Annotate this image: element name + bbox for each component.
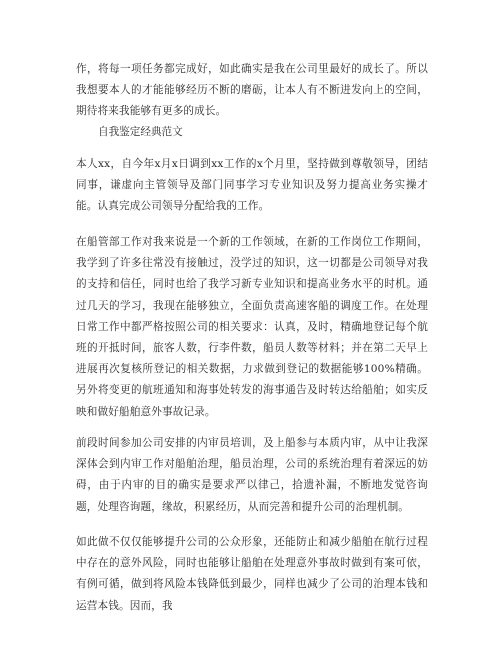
- paragraph-work-duties: 在船管部工作对我来说是一个新的工作领域，在新的工作岗位工作期间，我学到了许多往常没有接触过，没学过的知识，这一切都是公司领导对我的支持和信任，同时也给了我学习新专业知识和提高业务水平的时机。通过几天的学习，我现在能够独立，全面负责高速客船的调度工作。在处理日常工作中都严格按照公司的相关要求：认真，及时，精确地登记每个航班的开抵时间，旅客人数，行李件数，船员人数等材料；并在第二天早上进展再次复核所登记的相关数据，力求做到登记的数据能够100%精确。另外将变更的航班通知和海事处转发的海事通告及时转达给船舶；如实反映和做好船舶意外事故记录。: [76, 236, 428, 418]
- paragraph-benefits: 如此做不仅仅能够提升公司的公众形象，还能防止和减少船舶在航行过程中存在的意外风险，同时也能够让船舶在处理意外事故时做到有案可依，有例可循，做到将风险本钱降低到最少，同样也减少了公司的治理本钱和运营本钱。因而，我: [76, 536, 428, 612]
- paragraph-internal-audit: 前段时间参加公司安排的内审员培训，及上船参与本质内审，从中让我深深体会到内审工作对船舶治理，船员治理，公司的系统治理有着深远的妨碍，由于内审的目的确实是要求严以律己，拾遗补漏，不断地发觉咨询题，处理咨询题，缘故，积累经历，从而完善和提升公司的治理机制。: [76, 437, 428, 513]
- paragraph-continuation: 作，将每一项任务都完成好，如此确实是我在公司里最好的成长了。所以我想要本人的才能能够经历不断的磨砺，让本人有不断进发向上的空间，期待将来我能够有更多的成长。: [76, 63, 428, 118]
- section-heading: 自我鉴定经典范文: [98, 126, 183, 138]
- paragraph-intro: 本人xx，自今年x月x日调到xx工作的x个月里，坚持做到尊敬领导，团结同事，谦虚向主管领导及部门同事学习专业知识及努力提高业务实操才能。认真完成公司领导分配给我的工作。: [76, 158, 428, 213]
